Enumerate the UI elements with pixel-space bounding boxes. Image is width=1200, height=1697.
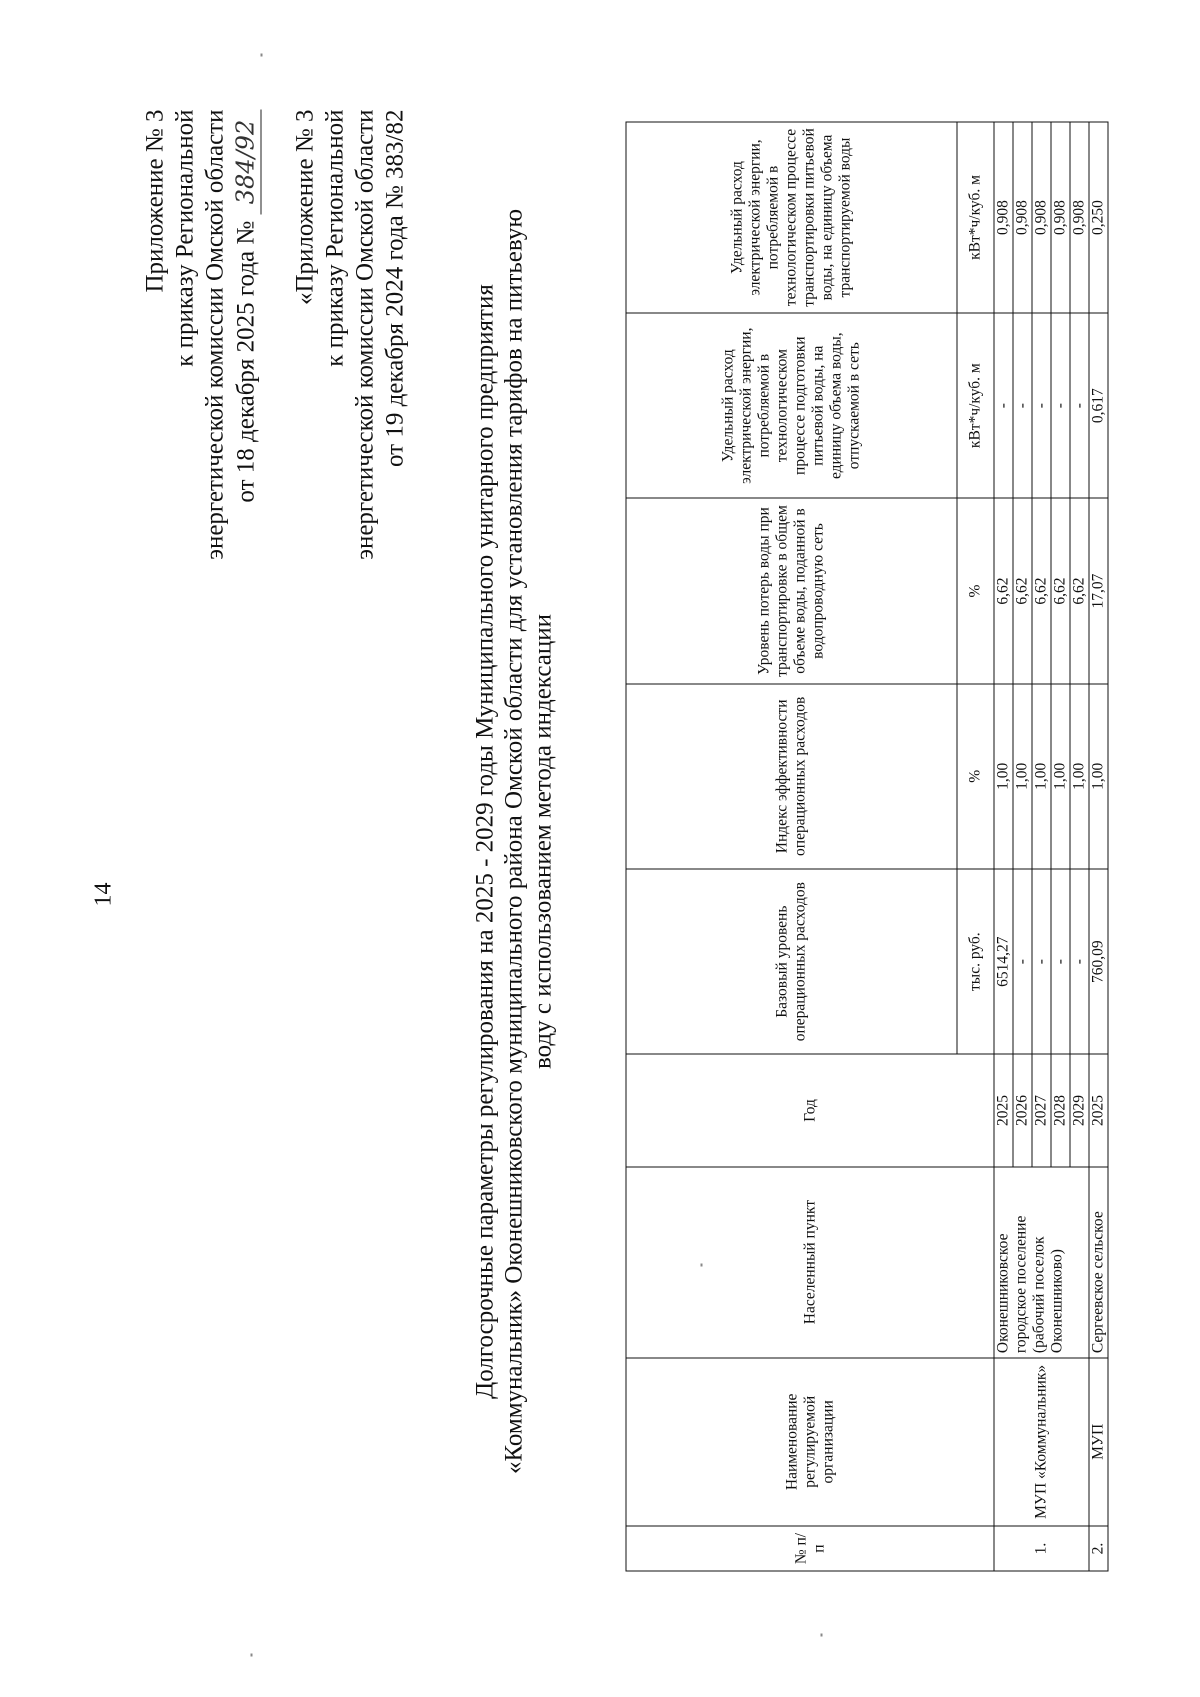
scan-speck bbox=[701, 1264, 703, 1267]
cell-base-opex: - bbox=[1013, 869, 1032, 1054]
cell-base-opex: - bbox=[1070, 869, 1089, 1054]
table-header-row bbox=[626, 122, 957, 1571]
cell-efficiency-index: 1,00 bbox=[1070, 684, 1089, 869]
cell-energy-preparation: - bbox=[1032, 313, 1051, 498]
header-energy-preparation: Удельный расход электрической энергии, потребляемой в технологическом процессе подготовки питьевой воды, на единицу объема воды, отпускаемой в сеть bbox=[626, 313, 957, 498]
cell-energy-transport: 0,908 bbox=[1051, 122, 1070, 313]
organization-name: МУП bbox=[1089, 1358, 1108, 1526]
appendix-line: энергетической комиссии Омской области bbox=[201, 109, 229, 560]
cell-base-opex: - bbox=[1032, 869, 1051, 1054]
organization-name: МУП «Коммунальник» bbox=[994, 1358, 1089, 1526]
appendix-line: от 19 декабря 2024 года № 383/82 bbox=[381, 109, 409, 468]
settlement-name: Оконешниковское городское поселение (рабочий поселок Оконешниково) bbox=[994, 1167, 1089, 1358]
cell-water-loss: 6,62 bbox=[1051, 498, 1070, 683]
cell-efficiency-index: 1,00 bbox=[1032, 684, 1051, 869]
appendix-header-old bbox=[291, 110, 411, 560]
page-number: 14 bbox=[90, 882, 117, 907]
cell-water-loss: 6,62 bbox=[1013, 498, 1032, 683]
appendix-header-new bbox=[141, 110, 262, 560]
header-organization: Наименование регулируемой организации bbox=[626, 1358, 994, 1526]
cell-base-opex: - bbox=[1051, 869, 1070, 1054]
title-line: воду с использованием метода индексации bbox=[529, 614, 557, 1069]
header-year: Год bbox=[626, 1054, 994, 1166]
cell-efficiency-index: 1,00 bbox=[1013, 684, 1032, 869]
cell-efficiency-index: 1,00 bbox=[1089, 684, 1108, 869]
title-line: «Коммунальник» Оконешниковского муниципального района Омской области для установления тарифов на питьевую bbox=[500, 208, 528, 1475]
cell-base-opex: 760,09 bbox=[1089, 869, 1108, 1054]
cell-energy-preparation: - bbox=[1051, 313, 1070, 498]
cell-year: 2026 bbox=[1013, 1054, 1032, 1166]
cell-efficiency-index: 1,00 bbox=[994, 684, 1013, 869]
cell-energy-transport: 0,908 bbox=[1070, 122, 1089, 313]
appendix-line: к приказу Региональной bbox=[321, 109, 349, 367]
appendix-line: к приказу Региональной bbox=[171, 109, 199, 367]
header-base-opex: Базовый уровень операционных расходов bbox=[626, 869, 957, 1054]
cell-year: 2027 bbox=[1032, 1054, 1051, 1166]
unit-water-loss: % bbox=[957, 498, 994, 683]
header-num: № п/п bbox=[626, 1526, 994, 1571]
cell-energy-transport: 0,250 bbox=[1089, 122, 1108, 313]
appendix-date-line bbox=[231, 110, 262, 560]
handwritten-order-number: 384/92 bbox=[231, 110, 262, 215]
cell-energy-preparation: - bbox=[1070, 313, 1089, 498]
cell-water-loss: 6,62 bbox=[994, 498, 1013, 683]
cell-year: 2025 bbox=[1089, 1054, 1108, 1166]
cell-year: 2028 bbox=[1051, 1054, 1070, 1166]
cell-energy-preparation: - bbox=[1013, 313, 1032, 498]
appendix-line: Приложение № 3 bbox=[141, 109, 169, 293]
cell-base-opex: 6514,27 bbox=[994, 869, 1013, 1054]
settlement-name: Сергеевское сельское bbox=[1089, 1167, 1108, 1358]
unit-efficiency-index: % bbox=[957, 684, 994, 869]
appendix-line: «Приложение № 3 bbox=[291, 109, 319, 306]
scan-speck bbox=[821, 1634, 823, 1637]
table-row bbox=[994, 122, 1013, 1571]
unit-energy-preparation: кВт*ч/куб. м bbox=[957, 313, 994, 498]
cell-year: 2025 bbox=[994, 1054, 1013, 1166]
scan-speck bbox=[251, 1654, 253, 1657]
cell-water-loss: 17,07 bbox=[1089, 498, 1108, 683]
cell-energy-transport: 0,908 bbox=[994, 122, 1013, 313]
unit-base-opex: тыс. руб. bbox=[957, 869, 994, 1054]
cell-energy-preparation: - bbox=[994, 313, 1013, 498]
row-number: 1. bbox=[994, 1526, 1089, 1571]
unit-energy-transport: кВт*ч/куб. м bbox=[957, 122, 994, 313]
scan-speck bbox=[261, 54, 263, 57]
cell-energy-preparation: 0,617 bbox=[1089, 313, 1108, 498]
appendix-date-text: от 18 декабря 2025 года № bbox=[232, 220, 260, 503]
header-settlement: Населенный пункт bbox=[626, 1167, 994, 1358]
document-title bbox=[471, 147, 558, 1537]
cell-water-loss: 6,62 bbox=[1032, 498, 1051, 683]
parameters-table bbox=[626, 122, 1109, 1572]
appendix-line: энергетической комиссии Омской области bbox=[351, 109, 379, 560]
table-row bbox=[1089, 122, 1108, 1571]
cell-year: 2029 bbox=[1070, 1054, 1089, 1166]
document-page bbox=[1, 0, 1200, 1697]
title-line: Долгосрочные параметры регулирования на 2025 - 2029 годы Муниципального унитарного предприятия bbox=[471, 284, 499, 1399]
cell-water-loss: 6,62 bbox=[1070, 498, 1089, 683]
header-water-loss: Уровень потерь воды при транспортировке в общем объеме воды, поданной в водопроводную сеть bbox=[626, 498, 957, 683]
row-number: 2. bbox=[1089, 1526, 1108, 1571]
cell-energy-transport: 0,908 bbox=[1032, 122, 1051, 313]
cell-efficiency-index: 1,00 bbox=[1051, 684, 1070, 869]
cell-energy-transport: 0,908 bbox=[1013, 122, 1032, 313]
header-efficiency-index: Индекс эффективности операционных расходов bbox=[626, 684, 957, 869]
header-energy-transport: Удельный расход электрической энергии, потребляемой в технологическом процессе транспортировки питьевой воды, на единицу объема транспортируемой воды bbox=[626, 122, 957, 313]
